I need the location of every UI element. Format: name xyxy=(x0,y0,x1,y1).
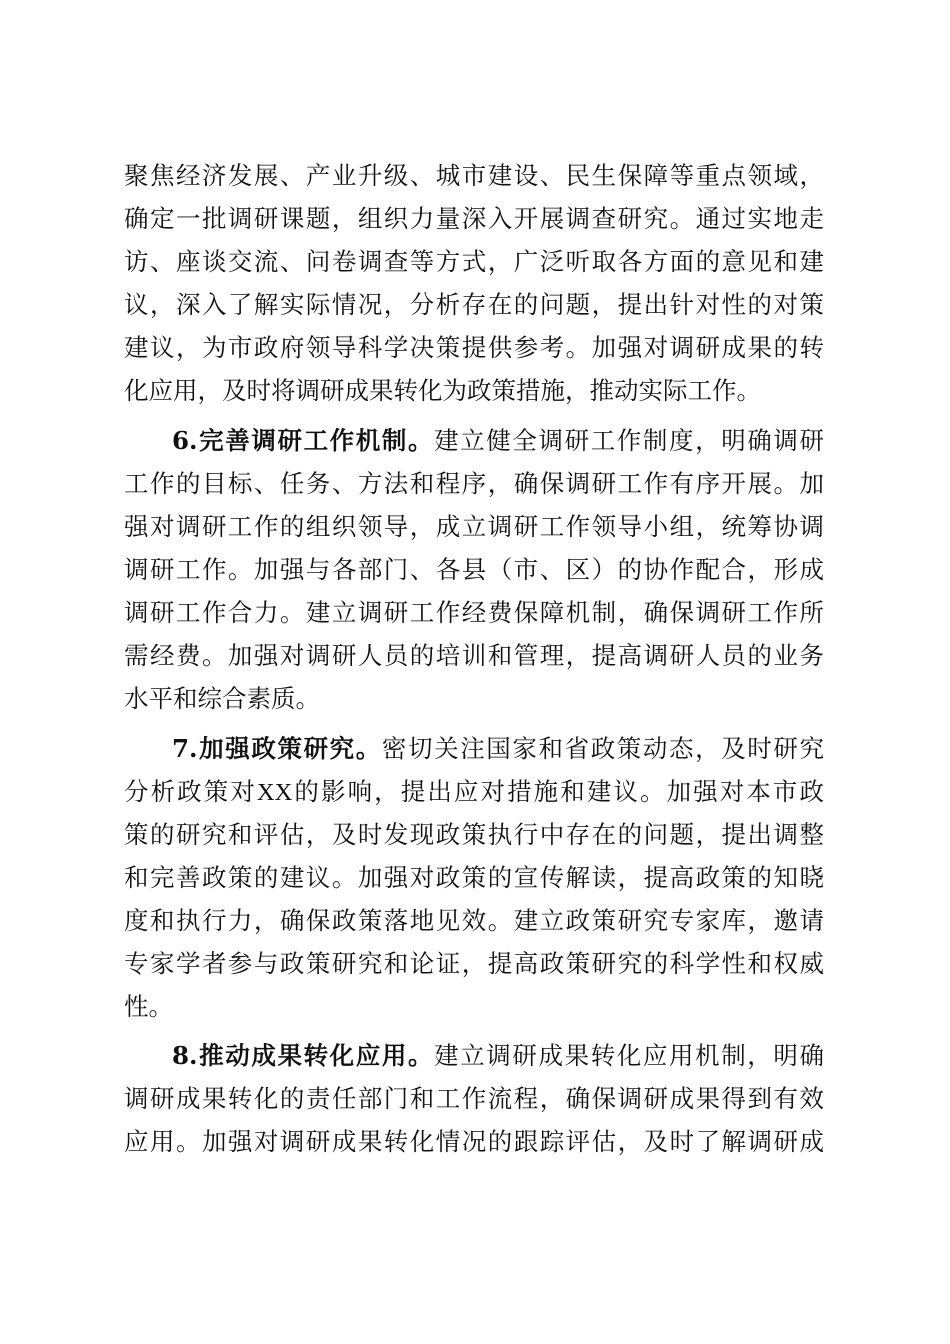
paragraph-line: 调研成果转化的责任部门和工作流程，确保调研成果得到有效 xyxy=(124,1084,824,1113)
paragraph-line: 聚焦经济发展、产业升级、城市建设、民生保障等重点领域， xyxy=(124,161,824,190)
paragraph-line: 调研工作。加强与各部门、各县（市、区）的协作配合，形成 xyxy=(124,555,824,584)
paragraph-line: 度和执行力，确保政策落地见效。建立政策研究专家库，邀请 xyxy=(124,906,824,935)
placeholder-xx: XX xyxy=(256,779,293,806)
paragraph-line: 访、座谈交流、问卷调查等方式，广泛听取各方面的意见和建 xyxy=(124,247,824,276)
paragraph-text: 分析政策对 xyxy=(124,777,257,806)
paragraph-line: 建议，为市政府领导科学决策提供参考。加强对调研成果的转 xyxy=(124,333,824,362)
paragraph-line: 确定一批调研课题，组织力量深入开展调查研究。通过实地走 xyxy=(124,204,824,233)
section-heading: 加强政策研究。 xyxy=(197,734,382,763)
paragraph-line xyxy=(124,770,824,813)
paragraph-line: 强对调研工作的组织领导，成立调研工作领导小组，统筹协调 xyxy=(124,512,824,541)
paragraph-text: 的影响，提出应对措施和建议。加强对本市政 xyxy=(292,777,824,806)
section-heading: 完善调研工作机制。 xyxy=(197,426,435,455)
paragraph-line: 专家学者参与政策研究和论证，提高政策研究的科学性和权威 xyxy=(124,949,824,978)
paragraph-line: 工作的目标、任务、方法和程序，确保调研工作有序开展。加 xyxy=(124,469,824,498)
paragraph-text: 建立调研成果转化应用机制，明确 xyxy=(434,1041,825,1070)
section-heading: 推动成果转化应用。 xyxy=(197,1041,435,1070)
paragraph-line: 需经费。加强对调研人员的培训和管理，提高调研人员的业务 xyxy=(124,641,824,670)
paragraph-line: 策的研究和评估，及时发现政策执行中存在的问题，提出调整 xyxy=(124,820,824,849)
section-number: 6. xyxy=(172,426,198,455)
section-7-first-line xyxy=(172,727,824,770)
paragraph-line: 性。 xyxy=(124,992,173,1021)
paragraph-line: 水平和综合素质。 xyxy=(124,684,320,713)
paragraph-line: 化应用，及时将调研成果转化为政策措施，推动实际工作。 xyxy=(124,376,761,405)
paragraph-text: 密切关注国家和省政策动态，及时研究 xyxy=(381,734,825,763)
section-8-first-line xyxy=(172,1034,824,1077)
section-6-first-line xyxy=(172,419,824,462)
paragraph-line: 议，深入了解实际情况，分析存在的问题，提出针对性的对策 xyxy=(124,290,824,319)
section-number: 8. xyxy=(172,1041,198,1070)
paragraph-line: 调研工作合力。建立调研工作经费保障机制，确保调研工作所 xyxy=(124,598,824,627)
paragraph-text: 建立健全调研工作制度，明确调研 xyxy=(434,426,825,455)
section-number: 7. xyxy=(172,734,198,763)
paragraph-line: 和完善政策的建议。加强对政策的宣传解读，提高政策的知晓 xyxy=(124,863,824,892)
paragraph-line: 应用。加强对调研成果转化情况的跟踪评估，及时了解调研成 xyxy=(124,1127,824,1156)
